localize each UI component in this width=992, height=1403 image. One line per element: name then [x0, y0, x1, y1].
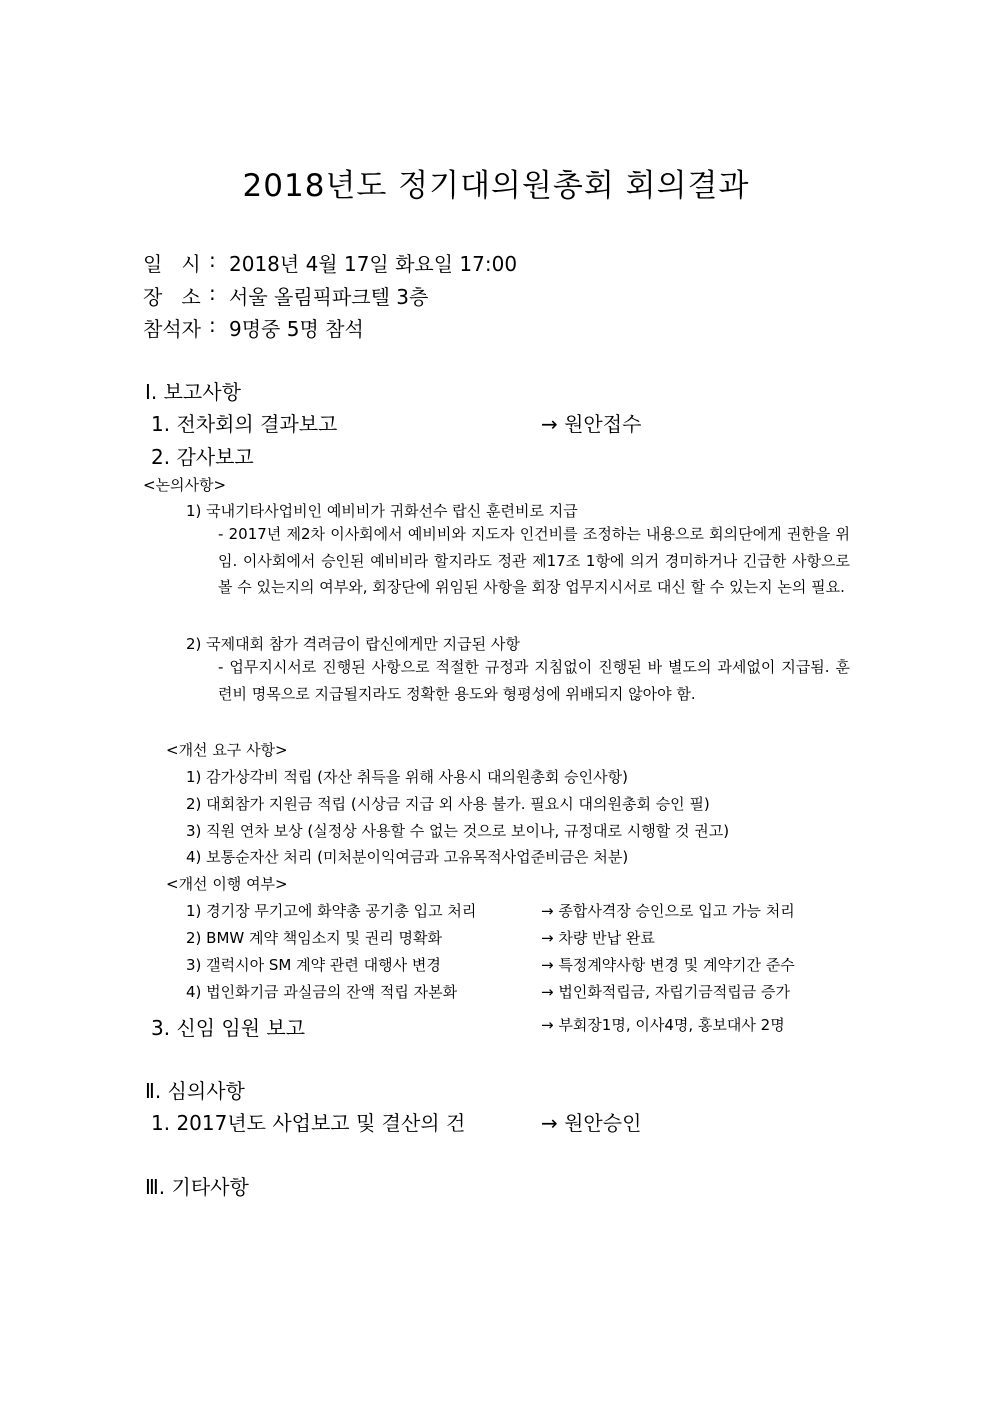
- report-item-1-label: 1. 전차회의 결과보고: [151, 412, 338, 436]
- progress-row-result: → 종합사격장 승인으로 입고 가능 처리: [541, 902, 795, 920]
- progress-row-label: 1) 경기장 무기고에 화약총 공기총 입고 처리: [186, 902, 477, 920]
- info-attendees-value: 9명중 5명 참석: [229, 317, 364, 341]
- improvement-item: 1) 감가상각비 적립 (자산 취득을 위해 사용시 대의원총회 승인사항): [186, 768, 628, 786]
- discussion-item-1-body: - 2017년 제2차 이사회에서 예비비와 지도자 인건비를 조정하는 내용으로 회의단에게 권한을 위임. 이사회에서 승인된 예비비라 할지라도 정관 제17조 1항에 의거 경미하거나 긴급한 사항으로 볼 수 있는지의 여부와, 회장단에 위임된 사항을 회장 업무지시서로 대신 할 수 있는지 논의 필요.: [218, 525, 850, 596]
- info-attendees-label: 참석자: [143, 317, 201, 341]
- progress-row-result: → 차량 반납 완료: [541, 929, 655, 947]
- improvement-item: 2) 대회참가 지원금 적립 (시상금 지급 외 사용 불가. 필요시 대의원총회 승인 필): [186, 795, 710, 813]
- improvement-item: 4) 보통순자산 처리 (미처분이익여금과 고유목적사업준비금은 처분): [186, 848, 629, 866]
- progress-row-label: 2) BMW 계약 책임소지 및 권리 명확화: [186, 929, 442, 947]
- deliberation-item-1-label: 1. 2017년도 사업보고 및 결산의 건: [151, 1111, 466, 1135]
- report-item-3-result: → 부회장1명, 이사4명, 홍보대사 2명: [541, 1016, 785, 1034]
- document-title: 2018년도 정기대의원총회 회의결과: [242, 168, 750, 204]
- deliberation-item-1-result: → 원안승인: [541, 1111, 642, 1135]
- report-item-2-label: 2. 감사보고: [151, 445, 254, 469]
- progress-heading: <개선 이행 여부>: [166, 875, 288, 893]
- section-3-heading: Ⅲ. 기타사항: [145, 1175, 249, 1199]
- progress-row-result: → 특정계약사항 변경 및 계약기간 준수: [541, 956, 795, 974]
- info-date-label: 일 시: [143, 252, 201, 276]
- progress-row-label: 3) 갤럭시아 SM 계약 관련 대행사 변경: [186, 956, 441, 974]
- section-1-heading: Ⅰ. 보고사항: [145, 380, 241, 404]
- discussion-item-1-title: 1) 국내기타사업비인 예비비가 귀화선수 랍신 훈련비로 지급: [186, 502, 578, 520]
- progress-row-label: 4) 법인화기금 과실금의 잔액 적립 자본화: [186, 983, 458, 1001]
- info-attendees-sep: :: [209, 313, 216, 337]
- discussion-heading: <논의사항>: [143, 476, 227, 494]
- info-date-value: 2018년 4월 17일 화요일 17:00: [229, 252, 518, 276]
- improvement-item: 3) 직원 연차 보상 (실정상 사용할 수 없는 것으로 보이나, 규정대로 시행할 것 권고): [186, 822, 730, 840]
- info-place-value: 서울 올림픽파크텔 3층: [229, 285, 429, 309]
- improvement-heading: <개선 요구 사항>: [166, 741, 288, 759]
- progress-row-result: → 법인화적립금, 자립기금적립금 증가: [541, 983, 790, 1001]
- discussion-item-2-body: - 업무지시서로 진행된 사항으로 적절한 규정과 지침없이 진행된 바 별도의 과세없이 지급됨. 훈련비 명목으로 지급될지라도 정확한 용도와 형평성에 위배되지 않아야 함.: [218, 658, 850, 703]
- info-date-sep: :: [209, 248, 216, 272]
- info-place-label: 장 소: [143, 285, 201, 309]
- discussion-item-2-title: 2) 국제대회 참가 격려금이 랍신에게만 지급된 사항: [186, 635, 520, 653]
- section-2-heading: Ⅱ. 심의사항: [145, 1079, 245, 1103]
- report-item-1-result: → 원안접수: [541, 412, 642, 436]
- info-place-sep: :: [209, 281, 216, 305]
- report-item-3-label: 3. 신임 임원 보고: [151, 1016, 306, 1040]
